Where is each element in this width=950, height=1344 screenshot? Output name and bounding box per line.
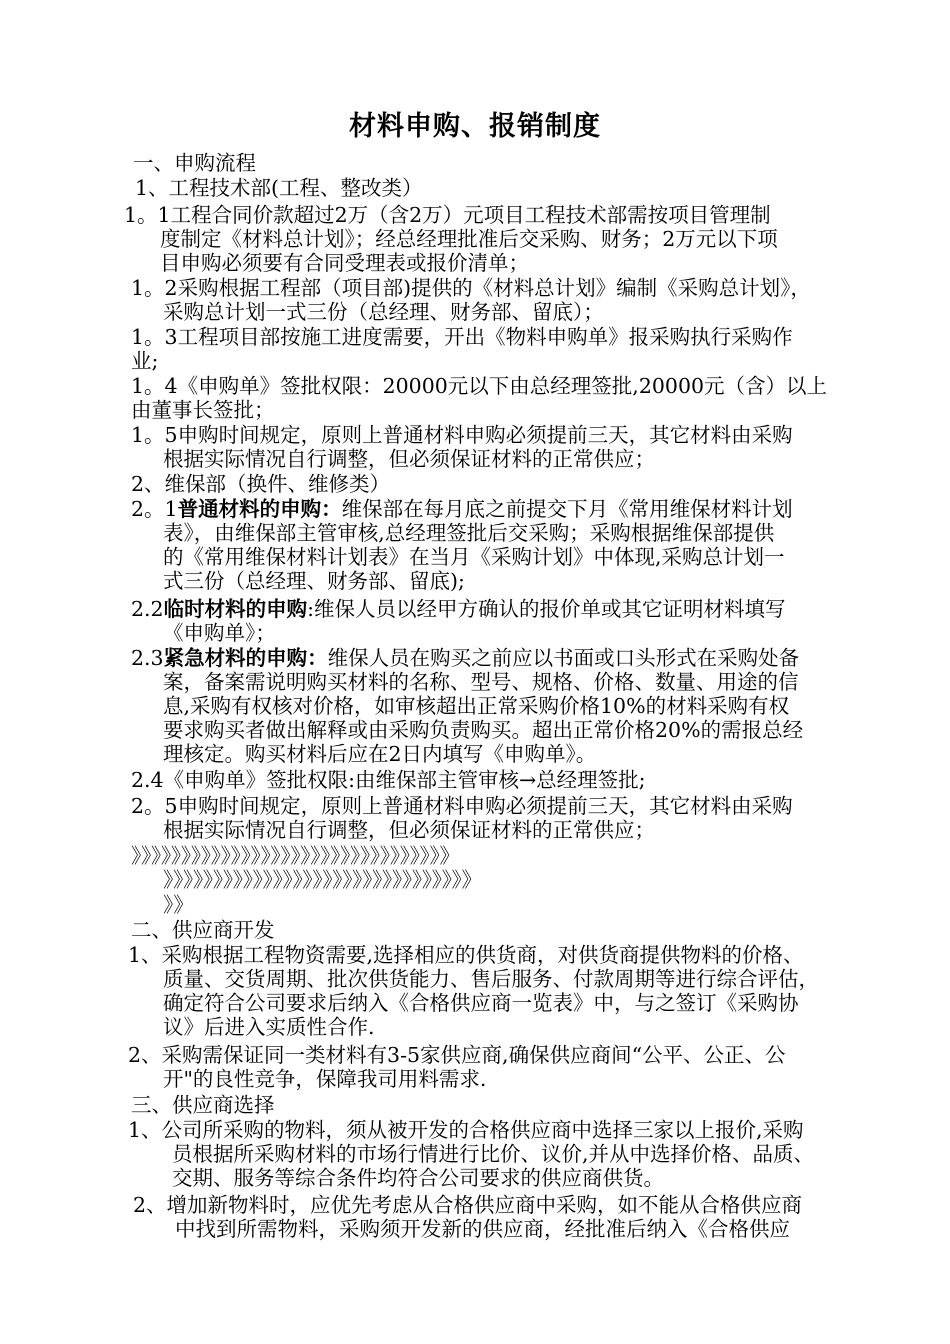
bold-label: 紧急材料的申购： bbox=[163, 646, 328, 670]
paragraph-line: 业; bbox=[131, 349, 159, 373]
item-number: 2。1 bbox=[131, 497, 178, 521]
paragraph-line: 1。5申购时间规定，原则上普通材料申购必须提前三天，其它材料由采购 bbox=[131, 423, 793, 447]
paragraph-line bbox=[131, 597, 786, 621]
paragraph-line: 2、维保部（换件、维修类） bbox=[131, 472, 391, 496]
paragraph-line: 的《常用维保材料计划表》在当月《采购计划》中体现,采购总计划一 bbox=[163, 545, 785, 569]
paragraph-line: 1、工程技术部(工程、整改类） bbox=[135, 176, 423, 200]
paragraph-line: 交期、服务等综合条件均符合公司要求的供应商供货。 bbox=[172, 1166, 664, 1190]
paragraph-line: 目申购必须要有合同受理表或报价清单； bbox=[160, 251, 529, 275]
paragraph-line: 2。5申购时间规定，原则上普通材料申购必须提前三天，其它材料由采购 bbox=[131, 794, 793, 818]
paragraph-line: 案，备案需说明购买材料的名称、型号、规格、价格、数量、用途的信 bbox=[163, 670, 799, 694]
paragraph-line: 2、增加新物料时，应优先考虑从合格供应商中采购，如不能从合格供应商 bbox=[133, 1193, 803, 1217]
paragraph-line: 》》》》》》》》》》》》》》》》》》》》》》》》》》》》》》》》 bbox=[131, 844, 460, 868]
section-heading: 三、供应商选择 bbox=[131, 1093, 275, 1117]
paragraph-line bbox=[131, 497, 793, 521]
paragraph-line: 采购总计划一式三份（总经理、财务部、留底）； bbox=[163, 300, 604, 324]
paragraph-line: 息,采购有权核对价格，如审核超出正常采购价格10%的材料采购有权 bbox=[163, 694, 790, 718]
paragraph-line: 理核定。购买材料后应在2日内填写《申购单》。 bbox=[163, 742, 597, 766]
paragraph-line: 2、采购需保证同一类材料有3-5家供应商,确保供应商间“公平、公正、公 bbox=[128, 1043, 786, 1067]
bold-label: 临时材料的申购 bbox=[163, 597, 308, 621]
paragraph-line: 表》，由维保部主管审核,总经理签批后交采购；采购根据维保部提供 bbox=[163, 521, 775, 545]
item-number: 2.3 bbox=[131, 646, 164, 670]
paragraph-line: 《申购单》； bbox=[163, 621, 276, 645]
paragraph-line: 1。4《申购单》签批权限：20000元以下由总经理签批,20000元（含）以上 bbox=[131, 374, 828, 398]
paragraph-line: 根据实际情况自行调整，但必须保证材料的正常供应； bbox=[163, 447, 655, 471]
paragraph-line bbox=[131, 646, 799, 670]
paragraph-line: 式三份（总经理、财务部、留底); bbox=[163, 569, 465, 593]
line-text: :维保人员以经甲方确认的报价单或其它证明材料填写 bbox=[307, 597, 786, 621]
paragraph-line: 要求购买者做出解释或由采购负责购买。超出正常价格20%的需报总经 bbox=[163, 718, 804, 742]
document-title: 材料申购、报销制度 bbox=[349, 111, 601, 142]
paragraph-line: 1。2采购根据工程部（项目部)提供的《材料总计划》编制《采购总计划》， bbox=[131, 276, 811, 300]
paragraph-line: 》》》》》》》》》》》》》》》》》》》》》》》》》》》》》》》 bbox=[163, 868, 482, 892]
paragraph-line: 根据实际情况自行调整，但必须保证材料的正常供应； bbox=[163, 818, 655, 842]
paragraph-line: 1、公司所采购的物料，须从被开发的合格供应商中选择三家以上报价,采购 bbox=[128, 1118, 804, 1142]
paragraph-line: 1、采购根据工程物资需要,选择相应的供货商，对供货商提供物料的价格、 bbox=[128, 943, 804, 967]
paragraph-line: 度制定《材料总计划》；经总经理批准后交采购、财务；2万元以下项 bbox=[160, 227, 778, 251]
paragraph-line: 开"的良性竞争，保障我司用料需求. bbox=[163, 1067, 487, 1091]
paragraph-line: 中找到所需物料，采购须开发新的供应商，经批准后纳入《合格供应 bbox=[175, 1217, 790, 1241]
paragraph-line: 1。1工程合同价款超过2万（含2万）元项目工程技术部需按项目管理制 bbox=[124, 203, 771, 227]
paragraph-line: 1。3工程项目部按施工进度需要，开出《物料申购单》报采购执行采购作 bbox=[131, 325, 793, 349]
line-text: 维保人员在购买之前应以书面或口头形式在采购处备 bbox=[327, 646, 800, 670]
section-heading: 二、供应商开发 bbox=[131, 918, 275, 942]
paragraph-line: 确定符合公司要求后纳入《合格供应商一览表》中，与之签订《采购协 bbox=[163, 991, 799, 1015]
paragraph-line: 》》 bbox=[163, 893, 194, 917]
line-text: 维保部在每月底之前提交下月《常用维保材料计划 bbox=[341, 497, 793, 521]
bold-label: 普通材料的申购： bbox=[177, 497, 342, 521]
paragraph-line: 员根据所采购材料的市场行情进行比价、议价,并从中选择价格、品质、 bbox=[172, 1142, 815, 1166]
paragraph-line: 2.4《申购单》签批权限:由维保部主管审核→总经理签批; bbox=[131, 768, 646, 792]
paragraph-line: 由董事长签批； bbox=[131, 398, 275, 422]
paragraph-line: 质量、交货周期、批次供货能力、售后服务、付款周期等进行综合评估， bbox=[163, 967, 819, 991]
paragraph-line: 议》后进入实质性合作. bbox=[163, 1015, 375, 1039]
item-number: 2.2 bbox=[131, 597, 164, 621]
section-heading: 一、申购流程 bbox=[133, 151, 256, 175]
